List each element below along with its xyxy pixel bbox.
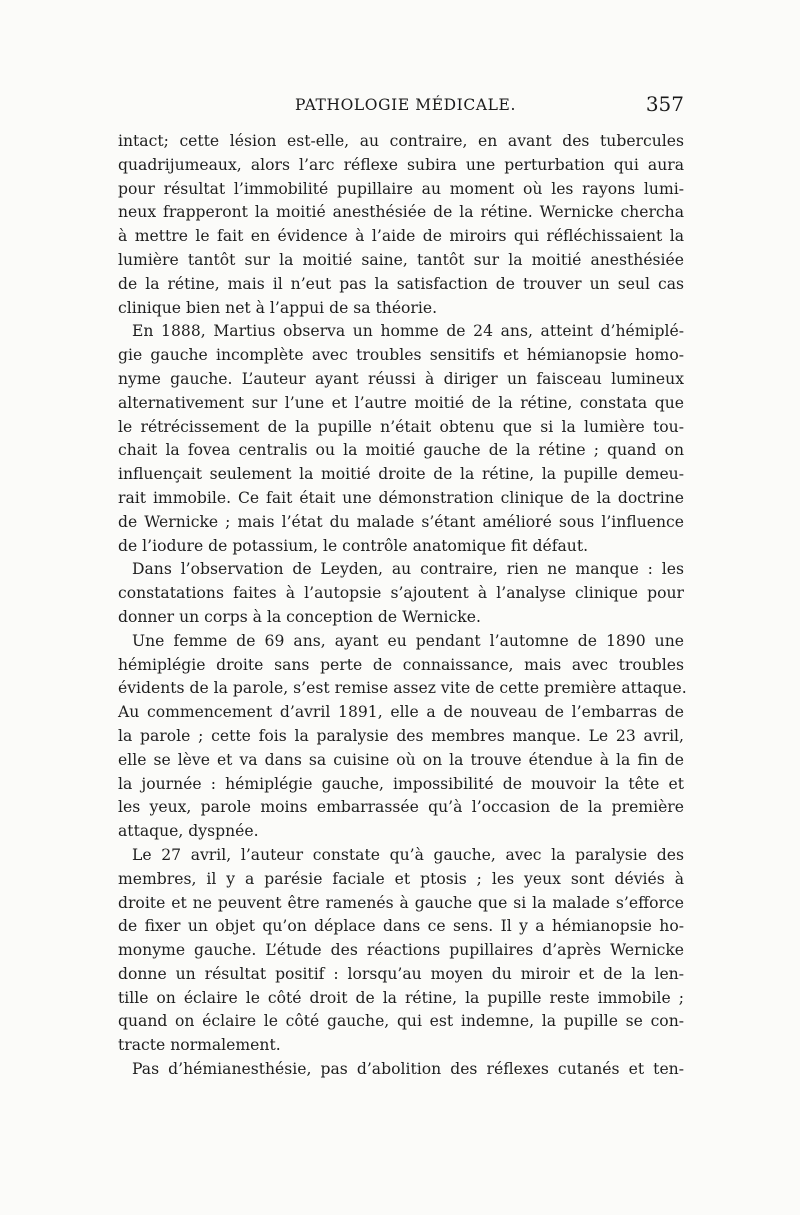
text-line: neux frapperont la moitié anesthésiée de la rétine. Wernicke chercha bbox=[118, 203, 684, 222]
text-line: nyme gauche. L’auteur ayant réussi à diriger un faisceau lumineux bbox=[118, 369, 684, 388]
text-line: de la rétine, mais il n’eut pas la satisfaction de trouver un seul cas bbox=[118, 274, 684, 293]
text-line: évidents de la parole, s’est remise assez vite de cette première attaque. bbox=[118, 679, 687, 698]
text-line: donne un résultat positif : lorsqu’au moyen du miroir et de la len- bbox=[118, 964, 684, 983]
text-line: le rétrécissement de la pupille n’était obtenu que si la lumière tou- bbox=[118, 417, 684, 436]
text-line: lumière tantôt sur la moitié saine, tantôt sur la moitié anesthésiée bbox=[118, 250, 684, 269]
page-number: 357 bbox=[645, 92, 684, 116]
text-line: Le 27 avril, l’auteur constate qu’à gauche, avec la paralysie des bbox=[132, 845, 684, 864]
text-line: quadrijumeaux, alors l’arc réflexe subira une perturbation qui aura bbox=[118, 155, 684, 174]
text-line: chait la fovea centralis ou la moitié gauche de la rétine ; quand on bbox=[118, 441, 684, 460]
running-title: PATHOLOGIE MÉDICALE. bbox=[295, 96, 516, 114]
text-line: attaque, dyspnée. bbox=[118, 822, 259, 841]
text-line: droite et ne peuvent être ramenés à gauche que si la malade s’efforce bbox=[118, 893, 684, 912]
text-line: gie gauche incomplète avec troubles sensitifs et hémianopsie homo- bbox=[118, 346, 684, 365]
text-line: influençait seulement la moitié droite de la rétine, la pupille demeu- bbox=[118, 465, 684, 484]
text-line: Dans l’observation de Leyden, au contraire, rien ne manque : les bbox=[132, 560, 684, 579]
text-line: la parole ; cette fois la paralysie des membres manque. Le 23 avril, bbox=[118, 726, 684, 745]
text-line: la journée : hémiplégie gauche, impossibilité de mouvoir la tête et bbox=[118, 774, 684, 793]
text-line: constatations faites à l’autopsie s’ajoutent à l’analyse clinique pour bbox=[118, 584, 684, 603]
page-header bbox=[118, 92, 684, 126]
text-line: Pas d’hémianesthésie, pas d’abolition des réflexes cutanés et ten- bbox=[132, 1060, 684, 1079]
text-line: Au commencement d’avril 1891, elle a de nouveau de l’embarras de bbox=[118, 703, 684, 722]
body-text bbox=[118, 130, 687, 1082]
text-line: tille on éclaire le côté droit de la rétine, la pupille reste immobile ; bbox=[118, 988, 684, 1007]
text-line: quand on éclaire le côté gauche, qui est indemne, la pupille se con- bbox=[118, 1012, 684, 1031]
text-line: donner un corps à la conception de Wernicke. bbox=[118, 607, 481, 626]
text-line: Une femme de 69 ans, ayant eu pendant l’automne de 1890 une bbox=[132, 631, 684, 650]
text-line: les yeux, parole moins embarrassée qu’à l’occasion de la première bbox=[118, 798, 684, 817]
text-line: intact; cette lésion est-elle, au contraire, en avant des tubercules bbox=[118, 132, 684, 150]
text-line: rait immobile. Ce fait était une démonstration clinique de la doctrine bbox=[118, 488, 684, 507]
text-line: alternativement sur l’une et l’autre moitié de la rétine, constata que bbox=[118, 393, 684, 412]
text-line: monyme gauche. L’étude des réactions pupillaires d’après Wernicke bbox=[118, 941, 684, 960]
text-line: elle se lève et va dans sa cuisine où on la trouve étendue à la fin de bbox=[118, 750, 684, 769]
text-line: En 1888, Martius observa un homme de 24 ans, atteint d’hémiplé- bbox=[132, 322, 684, 341]
text-line: clinique bien net à l’appui de sa théorie. bbox=[118, 298, 438, 317]
text-line: de fixer un objet qu’on déplace dans ce sens. Il y a hémianopsie ho- bbox=[118, 917, 684, 936]
text-line: hémiplégie droite sans perte de connaissance, mais avec troubles bbox=[118, 655, 684, 674]
text-line: pour résultat l’immobilité pupillaire au moment où les rayons lumi- bbox=[118, 179, 684, 198]
text-line: de Wernicke ; mais l’état du malade s’étant amélioré sous l’influence bbox=[118, 512, 684, 531]
text-line: membres, il y a parésie faciale et ptosis ; les yeux sont déviés à bbox=[118, 869, 684, 888]
text-line: de l’iodure de potassium, le contrôle anatomique fit défaut. bbox=[118, 536, 589, 555]
text-line: à mettre le fait en évidence à l’aide de miroirs qui réfléchissaient la bbox=[118, 227, 684, 246]
text-line: tracte normalement. bbox=[118, 1036, 281, 1055]
